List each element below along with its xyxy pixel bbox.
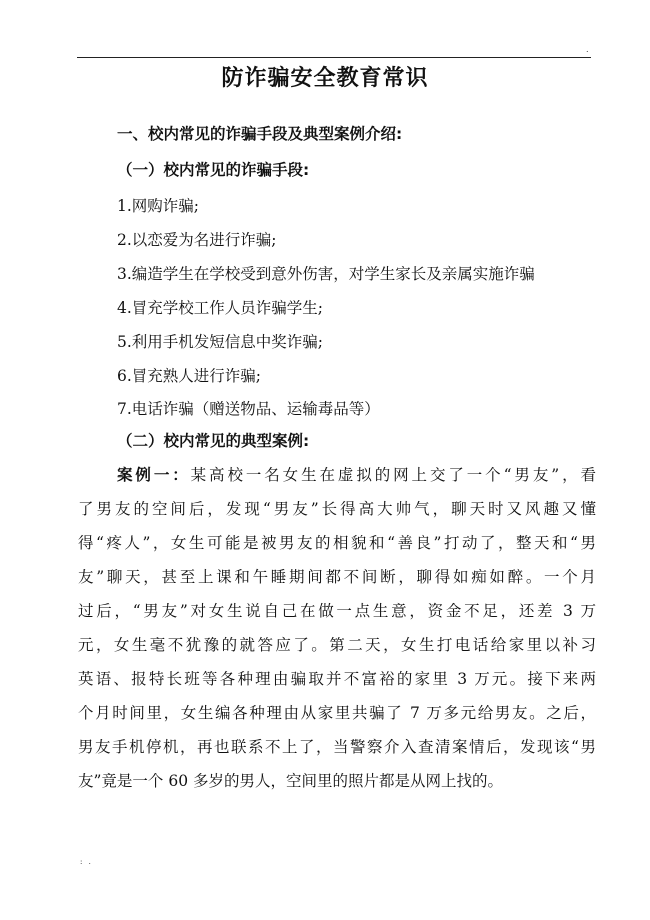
- subsection-heading-methods: （一）校内常见的诈骗手段:: [117, 161, 310, 179]
- case-paragraph-line: [117, 464, 596, 486]
- case-paragraph-line: 得“疼人”，女生可能是被男友的相貌和“善良”打动了，整天和“男: [78, 534, 596, 552]
- case-paragraph-line: 友”聊天，甚至上课和午睡期间都不间断，聊得如痴如醉。一个月: [78, 568, 596, 586]
- document-title: 防诈骗安全教育常识: [221, 66, 429, 91]
- method-item-1: 1.网购诈骗;: [117, 197, 200, 215]
- section-heading-1: 一、校内常见的诈骗手段及典型案例介绍:: [117, 125, 403, 143]
- method-item-2: 2.以恋爱为名进行诈骗;: [117, 231, 277, 249]
- method-item-4: 4.冒充学校工作人员诈骗学生;: [117, 299, 324, 317]
- case-paragraph-line: 男友手机停机，再也联系不上了，当警察介入查清案情后，发现该“男: [78, 738, 596, 756]
- case-paragraph-line: 过后，“男友”对女生说自己在做一点生意，资金不足，还差 3 万: [78, 602, 596, 620]
- case-paragraph-line: 个月时间里，女生编各种理由从家里共骗了 7 万多元给男友。之后，: [78, 704, 596, 722]
- case-paragraph-line: 了男友的空间后，发现“男友”长得高大帅气，聊天时又风趣又懂: [78, 500, 596, 518]
- method-item-3: 3.编造学生在学校受到意外伤害，对学生家长及亲属实施诈骗: [117, 265, 535, 283]
- case-label: 案例一：: [117, 466, 191, 484]
- method-item-7: 7.电话诈骗（赠送物品、运输毒品等）: [117, 400, 380, 418]
- method-item-6: 6.冒充熟人进行诈骗;: [117, 367, 262, 385]
- subsection-heading-cases: （二）校内常见的典型案例:: [117, 432, 310, 450]
- case-paragraph-line: 友”竟是一个 60 多岁的男人，空间里的照片都是从网上找的。: [78, 772, 504, 790]
- header-rule: [77, 57, 591, 58]
- case-paragraph-line: 英语、报特长班等各种理由骗取并不富裕的家里 3 万元。接下来两: [78, 670, 596, 688]
- method-item-5: 5.利用手机发短信息中奖诈骗;: [117, 333, 324, 351]
- case-paragraph-line: 元，女生毫不犹豫的就答应了。第二天，女生打电话给家里以补习: [78, 636, 596, 654]
- footer-mark: : .: [80, 858, 93, 866]
- case-line-text: 某高校一名女生在虚拟的网上交了一个“男友”，看: [190, 466, 596, 484]
- header-dot: .: [586, 45, 589, 54]
